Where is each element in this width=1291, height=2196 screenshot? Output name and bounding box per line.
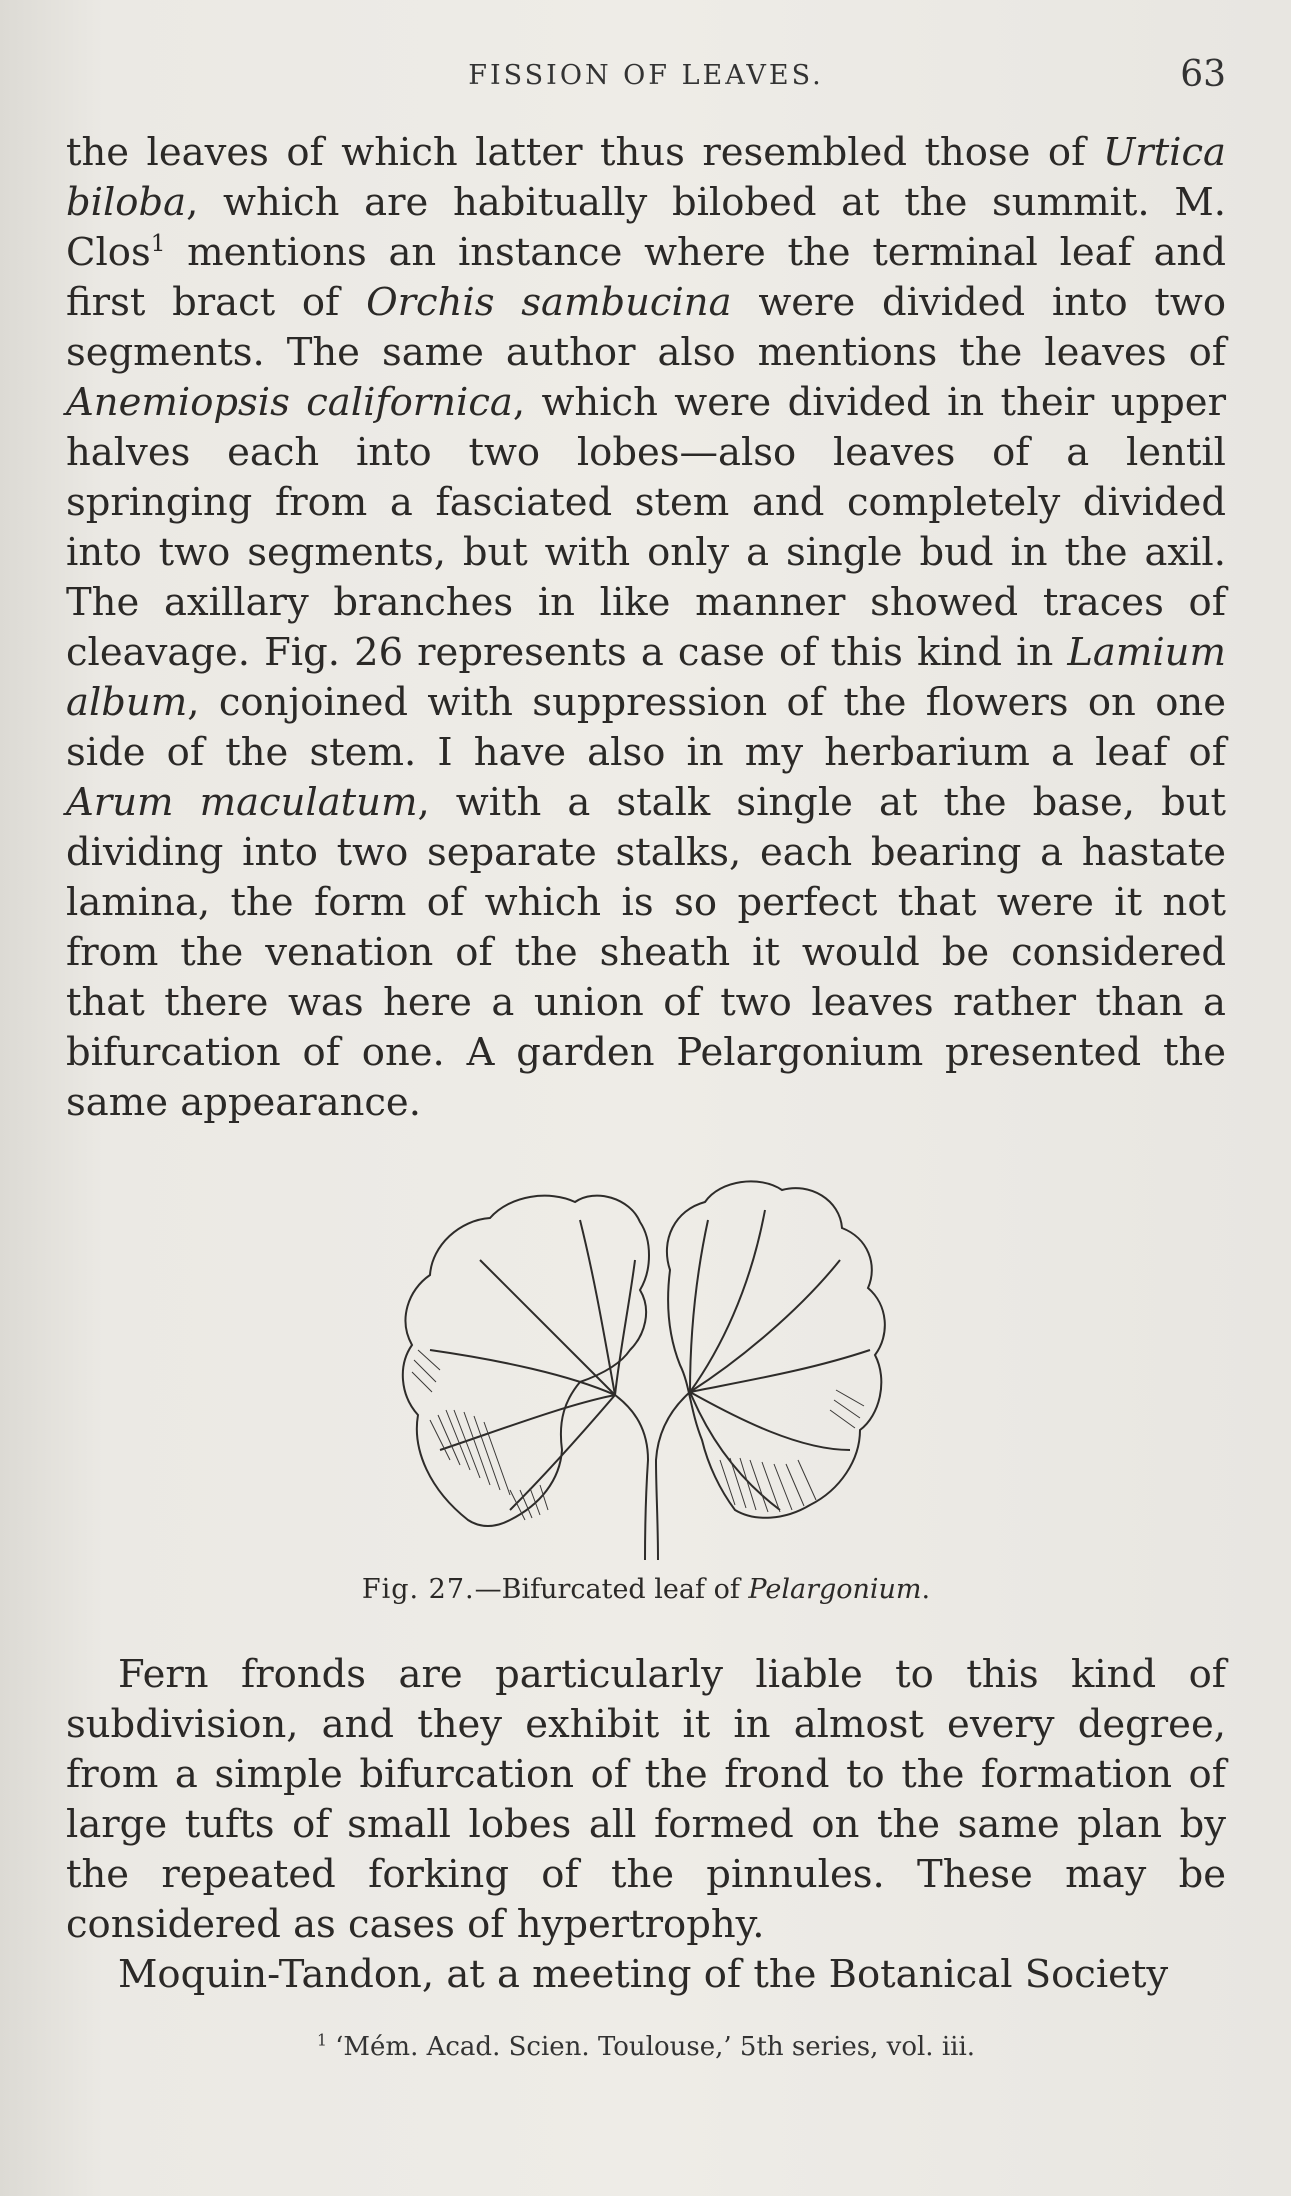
paragraph-1: [66, 128, 1226, 1128]
page-header: [66, 50, 1226, 100]
figure-caption-italic: Pelargonium: [748, 1574, 922, 1605]
para1-text-1: the leaves of which latter thus resembled those of: [66, 130, 1103, 175]
italic-urtica-biloba: Urtica biloba: [66, 130, 1226, 225]
paragraph-3: Moquin-Tandon, at a meeting of the Botanical Society: [118, 1952, 1169, 1997]
footnote: [66, 2032, 1226, 2062]
bifurcated-leaf-illustration: [390, 1160, 920, 1560]
figure-caption-text: —Bifurcated leaf of: [474, 1574, 749, 1605]
figure-caption-end: .: [921, 1574, 931, 1605]
para1-text-7: , with a stalk single at the base, but dividing into two separate stalks, each bearing a hastate lamina, the form of which is so perfect that were it not from the venation of the sheath it would be considered that there was here a union of two leaves rather than a bifurcation of one. A garden Pelargonium presented the same appearance.: [66, 780, 1226, 1125]
page-number: 63: [1180, 54, 1226, 95]
para1-text-3: mentions an instance where the terminal leaf and first bract of: [66, 230, 1226, 325]
figure-caption: [66, 1574, 1226, 1605]
body-text-top: [66, 128, 1226, 1128]
body-text-bottom: [66, 1650, 1226, 2000]
para1-text-2: , which are habitually bilobed at the summit. M. Clos: [66, 180, 1226, 275]
italic-arum-maculatum: Arum maculatum: [66, 780, 418, 825]
para1-text-6: , conjoined with suppression of the flowers on one side of the stem. I have also in my herbarium a leaf of: [66, 680, 1226, 775]
italic-lamium-album: Lamium album: [66, 630, 1226, 725]
paragraph-2: Fern fronds are particularly liable to this kind of subdivision, and they exhibit it in almost every degree, from a simple bifurcation of the frond to the formation of large tufts of small lobes all formed on the same plan by the repeated forking of the pinnules. These may be considered as cases of hypertrophy.: [66, 1652, 1226, 1947]
para1-text-5: , which were divided in their upper halves each into two lobes—also leaves of a lentil springing from a fasciated stem and completely divided into two segments, but with only a single bud in the axil. The axillary branches in like manner showed traces of cleavage. Fig. 26 represents a case of this kind in: [66, 380, 1226, 675]
italic-anemiopsis-californica: Anemiopsis californica: [66, 380, 513, 425]
footnote-marker: 1: [316, 2031, 327, 2050]
figure-label: Fig. 27.: [361, 1574, 475, 1605]
footnote-text: ‘Mém. Acad. Scien. Toulouse,’ 5th series, vol. iii.: [326, 2032, 976, 2062]
footnote-ref: 1: [150, 231, 166, 258]
running-head: FISSION OF LEAVES.: [468, 60, 824, 91]
para1-text-4: were divided into two segments. The same author also mentions the leaves of: [66, 280, 1227, 375]
italic-orchis-sambucina: Orchis sambucina: [366, 280, 732, 325]
